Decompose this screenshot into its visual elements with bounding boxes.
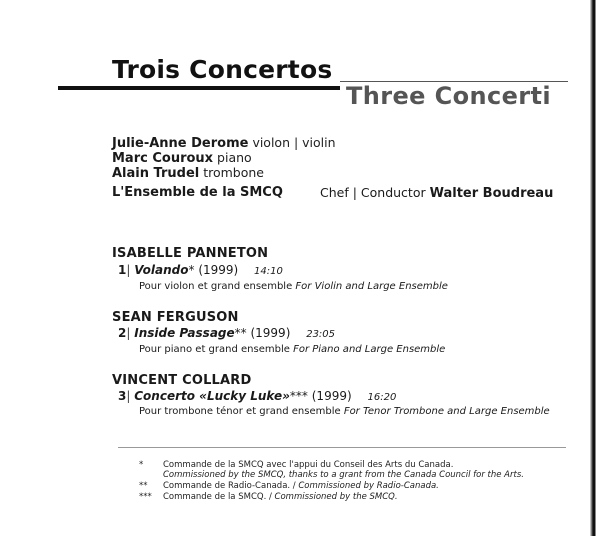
track-separator: | — [126, 389, 131, 403]
conductor-label: Chef | Conductor — [320, 185, 426, 200]
track-separator: | — [126, 326, 131, 340]
instrumentation-fr: Pour piano et grand ensemble — [139, 344, 290, 355]
conductor-name: Walter Boudreau — [429, 186, 554, 201]
instrumentation-1 — [139, 281, 448, 292]
track-number: 2 — [118, 326, 127, 340]
footnote-en: Commissioned by the SMCQ, thanks to a grant from the Canada Council for the Arts. — [163, 470, 524, 480]
page-edge — [590, 0, 600, 536]
footnote-mark: *** — [139, 492, 152, 502]
performer-role: trombone — [203, 165, 264, 180]
title-underline — [58, 86, 340, 90]
instrumentation-2 — [139, 344, 445, 355]
instrumentation-en: For Violin and Large Ensemble — [295, 281, 448, 292]
track-2 — [118, 326, 335, 340]
performer-name: Marc Couroux — [112, 151, 214, 166]
instrumentation-en: For Piano and Large Ensemble — [293, 344, 446, 355]
performer-2 — [112, 151, 252, 166]
track-duration: 23:05 — [306, 329, 336, 340]
title-french: Trois Concertos — [112, 55, 333, 84]
commission-mark: * — [188, 263, 195, 277]
performer-name: Julie-Anne Derome — [112, 136, 249, 151]
instrumentation-fr: Pour trombone ténor et grand ensemble — [139, 406, 341, 417]
composer-2: SEAN FERGUSON — [112, 310, 239, 325]
work-title: Concerto «Lucky Luke» — [134, 389, 290, 403]
performer-1 — [112, 136, 336, 151]
track-separator: | — [126, 263, 131, 277]
title-english: Three Concerti — [346, 82, 552, 110]
work-year: (1999) — [198, 263, 239, 277]
track-number: 1 — [118, 263, 127, 277]
performer-name: Alain Trudel — [112, 166, 200, 181]
instrumentation-fr: Pour violon et grand ensemble — [139, 281, 293, 292]
footnote-divider — [118, 447, 566, 448]
commission-mark: ** — [234, 326, 247, 340]
instrumentation-en: For Tenor Trombone and Large Ensemble — [343, 406, 550, 417]
work-year: (1999) — [250, 326, 291, 340]
track-1 — [118, 263, 283, 277]
footnote-fr: Commande de la SMCQ avec l'appui du Conseil des Arts du Canada. — [163, 460, 454, 470]
footnote-mark: * — [139, 460, 144, 470]
footnote-fr: Commande de Radio-Canada. / — [163, 481, 296, 491]
footnote-en: Commissioned by Radio-Canada. — [298, 481, 439, 491]
conductor-line — [320, 185, 553, 201]
ensemble-name: L'Ensemble de la SMCQ — [112, 185, 283, 200]
performer-3 — [112, 166, 264, 181]
footnote-mark: ** — [139, 481, 148, 491]
track-number: 3 — [118, 389, 127, 403]
composer-1: ISABELLE PANNETON — [112, 246, 269, 261]
work-year: (1999) — [311, 389, 352, 403]
work-title: Volando — [134, 263, 189, 277]
track-3 — [118, 389, 396, 403]
track-duration: 16:20 — [367, 392, 397, 403]
footnote-fr: Commande de la SMCQ. / — [163, 492, 272, 502]
work-title: Inside Passage — [134, 326, 235, 340]
performer-role: piano — [217, 150, 252, 165]
instrumentation-3 — [139, 406, 550, 417]
composer-3: VINCENT COLLARD — [112, 373, 252, 388]
commission-mark: *** — [289, 389, 308, 403]
track-duration: 14:10 — [254, 266, 283, 277]
footnote-en: Commissioned by the SMCQ. — [274, 492, 398, 502]
performer-role: violon | violin — [252, 135, 336, 150]
